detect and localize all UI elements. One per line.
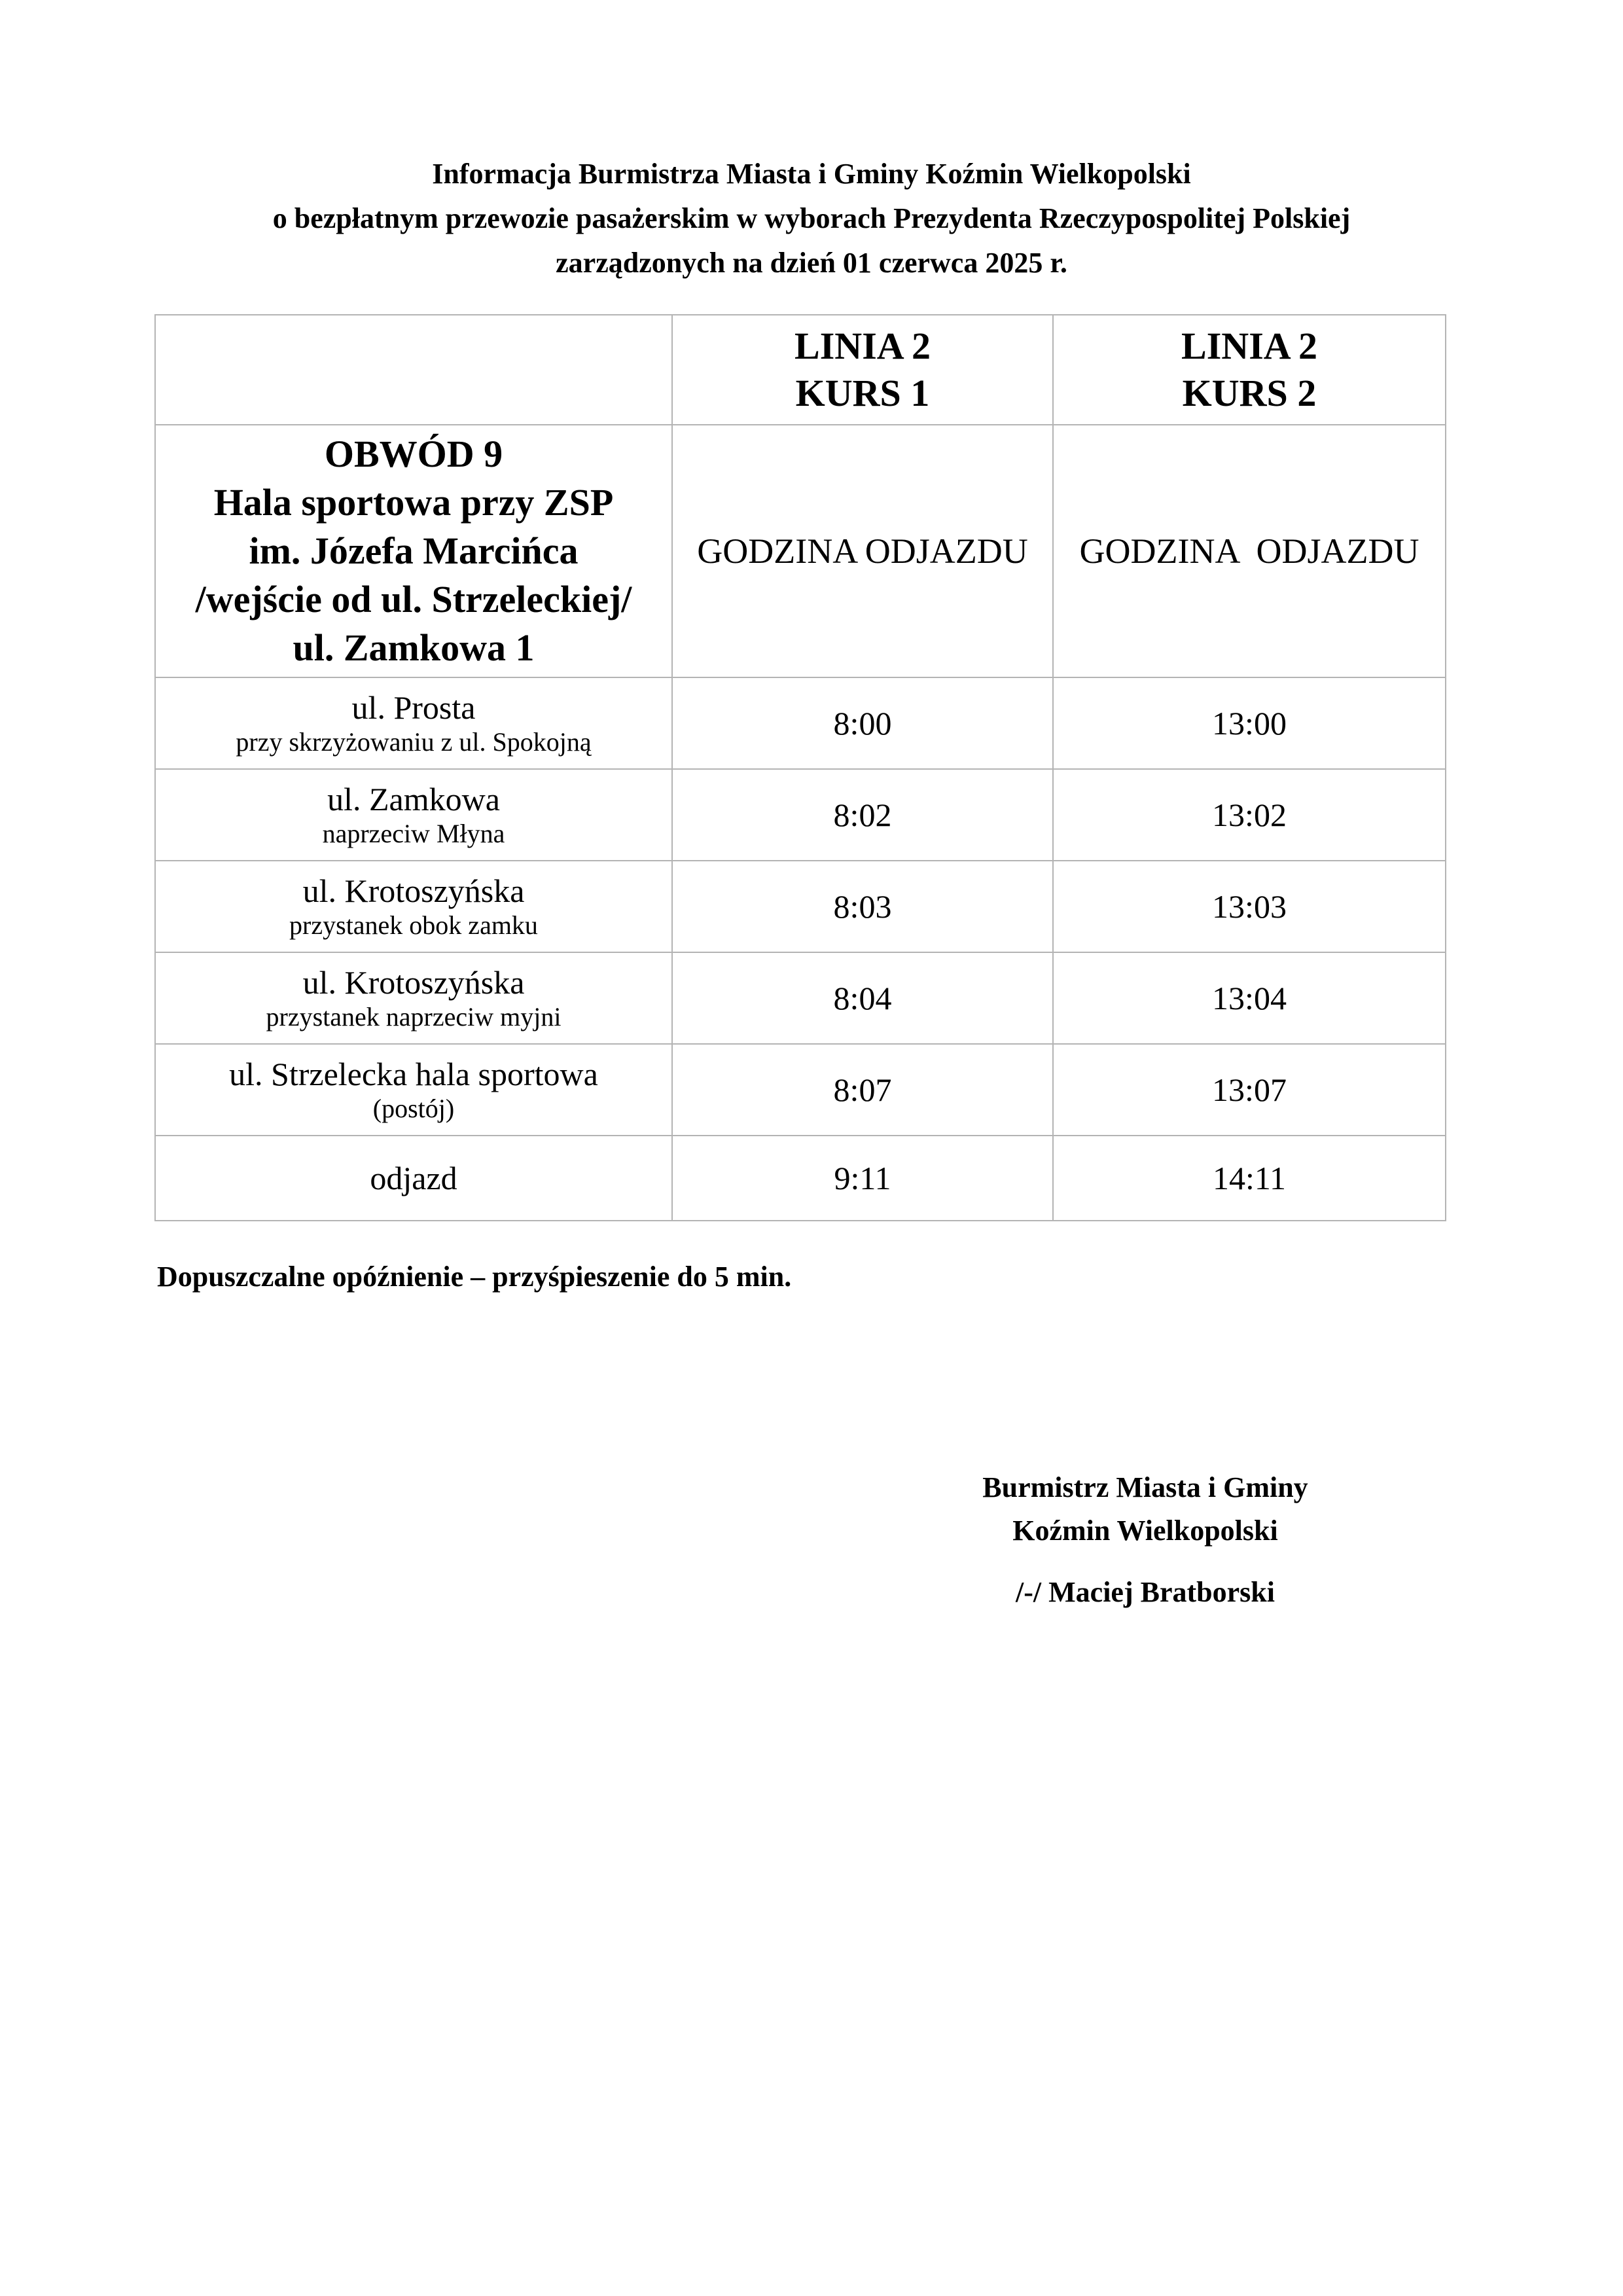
time-cell: 8:07: [672, 1044, 1053, 1136]
stop-description: przy skrzyżowaniu z ul. Spokojną: [236, 727, 592, 757]
time-cell: 13:04: [1053, 952, 1446, 1044]
course-2-line: LINIA 2: [1181, 325, 1317, 367]
header-line-1: Informacja Burmistrza Miasta i Gminy Koźmin Wielkopolski: [432, 158, 1191, 190]
stop-cell: [155, 677, 672, 769]
course-2-header: [1053, 315, 1446, 425]
time-cell: 13:03: [1053, 861, 1446, 952]
time-cell: 8:03: [672, 861, 1053, 952]
district-cell: [155, 425, 672, 677]
district-row: [155, 425, 1446, 677]
table-row: [155, 861, 1446, 952]
table-row: [155, 1136, 1446, 1221]
empty-header-cell: [155, 315, 672, 425]
district-line: OBWÓD 9: [324, 433, 503, 475]
stop-description: przystanek obok zamku: [289, 910, 538, 940]
table-row: [155, 952, 1446, 1044]
stop-name: ul. Krotoszyńska: [302, 964, 525, 1001]
time-cell: 14:11: [1053, 1136, 1446, 1221]
departure-label-cell: [672, 425, 1053, 677]
table-row: [155, 769, 1446, 861]
time-cell: 13:00: [1053, 677, 1446, 769]
header-line-3: zarządzonych na dzień 01 czerwca 2025 r.: [556, 247, 1067, 279]
departure-label: GODZINA ODJAZDU: [1079, 531, 1419, 571]
stop-cell: [155, 861, 672, 952]
district-line: ul. Zamkowa 1: [293, 626, 535, 669]
stop-description: przystanek naprzeciw myjni: [266, 1002, 562, 1031]
district-line: Hala sportowa przy ZSP: [213, 481, 614, 524]
course-2-number: KURS 2: [1182, 372, 1317, 414]
stop-name: ul. Prosta: [351, 689, 476, 726]
stop-description: naprzeciw Młyna: [322, 819, 505, 848]
delay-note: Dopuszczalne opóźnienie – przyśpieszenie do 5 min.: [157, 1261, 792, 1293]
stop-cell: [155, 769, 672, 861]
signature-block: [936, 1466, 1355, 1614]
stop-name: ul. Zamkowa: [327, 781, 500, 817]
course-1-line: LINIA 2: [794, 325, 931, 367]
time-cell: 8:02: [672, 769, 1053, 861]
time-cell: 8:00: [672, 677, 1053, 769]
time-cell: 9:11: [672, 1136, 1053, 1221]
stop-name: ul. Krotoszyńska: [302, 872, 525, 909]
departure-label-cell: [1053, 425, 1446, 677]
time-cell: 8:04: [672, 952, 1053, 1044]
document-header: [157, 152, 1466, 285]
header-line-2: o bezpłatnym przewozie pasażerskim w wyborach Prezydenta Rzeczypospolitej Polskiej: [272, 202, 1351, 234]
district-line: /wejście od ul. Strzeleckiej/: [195, 578, 632, 620]
table-row: [155, 1044, 1446, 1136]
departure-label: GODZINA ODJAZDU: [697, 531, 1028, 571]
stop-name: ul. Strzelecka hala sportowa: [229, 1056, 598, 1092]
stop-cell: [155, 1136, 672, 1221]
stop-cell: [155, 1044, 672, 1136]
signature-name: /-/ Maciej Bratborski: [1016, 1576, 1275, 1608]
time-cell: 13:07: [1053, 1044, 1446, 1136]
signature-office: Koźmin Wielkopolski: [1012, 1515, 1278, 1547]
district-line: im. Józefa Marcińca: [249, 529, 579, 572]
table-row: [155, 677, 1446, 769]
stop-name: odjazd: [370, 1160, 457, 1196]
course-1-header: [672, 315, 1053, 425]
signature-title: Burmistrz Miasta i Gminy: [982, 1471, 1308, 1503]
table-header-row: [155, 315, 1446, 425]
course-1-number: KURS 1: [795, 372, 930, 414]
stop-cell: [155, 952, 672, 1044]
time-cell: 13:02: [1053, 769, 1446, 861]
schedule-table: [154, 314, 1446, 1221]
stop-description: (postój): [372, 1094, 455, 1123]
